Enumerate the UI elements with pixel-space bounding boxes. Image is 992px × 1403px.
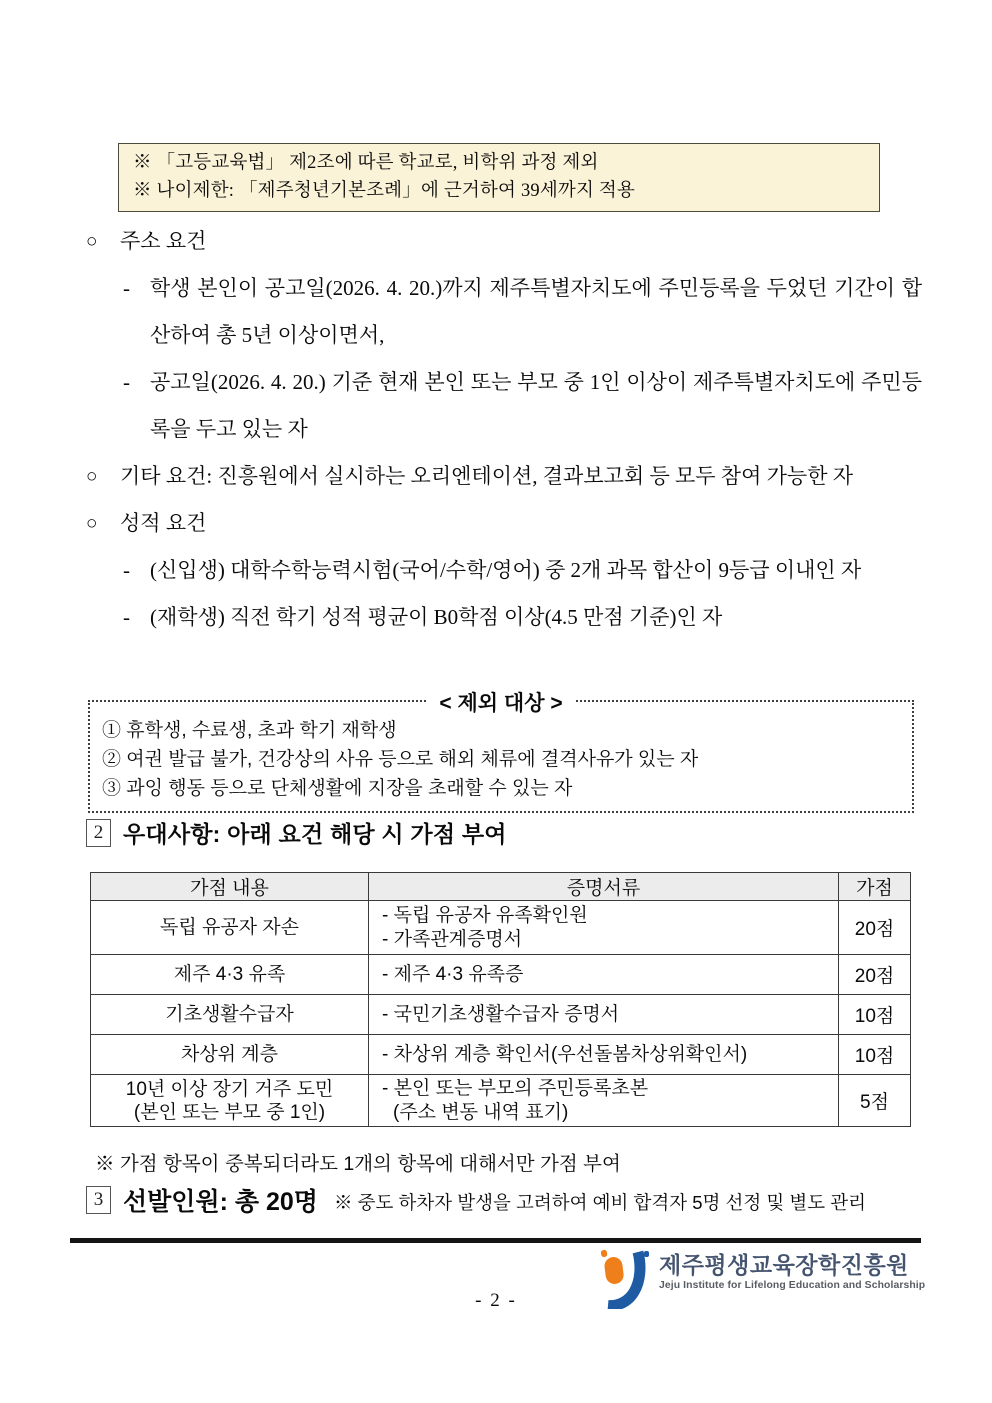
category-line: 10년 이상 장기 거주 도민 (125, 1078, 334, 1100)
section-title: 선발인원: 총 20명 (123, 1188, 318, 1216)
cell-category: 기초생활수급자 (91, 995, 369, 1035)
exclusion-box-title: < 제외 대상 > (427, 687, 574, 717)
section-heading-preference (86, 816, 507, 849)
exclusion-box (88, 692, 914, 813)
footer-divider (70, 1238, 921, 1243)
cell-documents (369, 995, 839, 1035)
cell-points: 20점 (839, 901, 911, 955)
column-header: 가점 (839, 873, 911, 901)
section-note: ※ 중도 하차자 발생을 고려하여 예비 합격자 5명 선정 및 별도 관리 (333, 1192, 867, 1213)
cell-category (91, 1075, 369, 1127)
list-item-text: 주소 요건 (120, 229, 207, 253)
exclusion-item (102, 716, 902, 745)
notice-line: ※ 나이제한: 「제주청년기본조례」에 근거하여 39세까지 적용 (133, 181, 636, 201)
doc-line: - 독립 유공자 유족확인원 (382, 904, 588, 926)
exclusion-item-text: 휴학생, 수료생, 초과 학기 재학생 (126, 720, 397, 741)
cell-documents (369, 1075, 839, 1127)
cell-points: 5점 (839, 1075, 911, 1127)
list-item-text: 공고일(2026. 4. 20.) 기준 현재 본인 또는 부모 중 1인 이상이 제주특별자치도에 주민등록을 두고 있는 자 (150, 370, 922, 441)
requirements-list (86, 218, 922, 641)
cell-category: 차상위 계층 (91, 1035, 369, 1075)
page-number: - 2 - (475, 1290, 517, 1311)
doc-line: - 본인 또는 부모의 주민등록초본 (382, 1077, 649, 1099)
list-item (86, 218, 922, 265)
logo-mark-icon (598, 1247, 652, 1309)
cell-documents (369, 1035, 839, 1075)
cell-points: 20점 (839, 955, 911, 995)
list-item-text: (신입생) 대학수학능력시험(국어/수학/영어) 중 2개 과목 합산이 9등급 이내인 자 (150, 558, 862, 582)
dash-bullet: - (123, 605, 130, 629)
organization-logo (598, 1247, 925, 1309)
logo-english-name: Jeju Institute for Lifelong Education and Scholarship (659, 1280, 926, 1291)
list-item (86, 500, 922, 547)
list-item (86, 453, 922, 500)
list-subitem (120, 547, 922, 594)
exclusion-item (102, 745, 902, 774)
notice-box (118, 143, 880, 212)
list-item-text: 성적 요건 (120, 511, 207, 535)
cell-documents (369, 901, 839, 955)
exclusion-item-text: 과잉 행동 등으로 단체생활에 지장을 초래할 수 있는 자 (126, 778, 573, 799)
table-row (91, 901, 911, 955)
section-heading-selection (86, 1182, 866, 1218)
exclusion-item-text: 여권 발급 불가, 건강상의 사유 등으로 해외 체류에 결격사유가 있는 자 (126, 749, 699, 770)
table-row (91, 995, 911, 1035)
circled-number: ② (102, 749, 122, 770)
list-item-text: 기타 요건: 진흥원에서 실시하는 오리엔테이션, 결과보고회 등 모두 참여 가능한 자 (120, 464, 854, 488)
list-subitem (120, 359, 922, 453)
table-header-row (91, 873, 911, 901)
doc-line: - 제주 4·3 유족증 (382, 963, 524, 985)
circled-number: ③ (102, 778, 122, 799)
logo-text (659, 1252, 925, 1291)
circled-number: ① (102, 720, 122, 741)
circle-bullet: ○ (86, 513, 98, 534)
doc-line: - 가족관계증명서 (382, 928, 523, 950)
circle-bullet: ○ (86, 231, 98, 252)
doc-line: - 차상위 계층 확인서(우선돌봄차상위확인서) (382, 1043, 748, 1065)
dash-bullet: - (123, 558, 130, 582)
notice-line: ※ 「고등교육법」 제2조에 따른 학교로, 비학위 과정 제외 (133, 153, 599, 173)
circle-bullet: ○ (86, 466, 98, 487)
doc-line: (주소 변동 내역 표기) (393, 1101, 569, 1123)
table-footnote: ※ 가점 항목이 중복되더라도 1개의 항목에 대해서만 가점 부여 (95, 1153, 621, 1175)
exclusion-item (102, 774, 902, 803)
bonus-points-table (90, 872, 911, 1127)
cell-category: 독립 유공자 자손 (91, 901, 369, 955)
list-subitem (120, 594, 922, 641)
table-row (91, 955, 911, 995)
dash-bullet: - (123, 370, 130, 394)
cell-documents (369, 955, 839, 995)
dash-bullet: - (123, 276, 130, 300)
doc-line: - 국민기초생활수급자 증명서 (382, 1003, 620, 1025)
section-title: 우대사항: 아래 요건 해당 시 가점 부여 (123, 821, 507, 847)
table-row (91, 1075, 911, 1127)
list-item-text: (재학생) 직전 학기 성적 평균이 B0학점 이상(4.5 만점 기준)인 자 (150, 605, 723, 629)
section-number-box: 2 (86, 819, 111, 847)
cell-points: 10점 (839, 995, 911, 1035)
table-row (91, 1035, 911, 1075)
category-line: (본인 또는 부모 중 1인) (133, 1101, 326, 1123)
list-subitem (120, 265, 922, 359)
cell-points: 10점 (839, 1035, 911, 1075)
column-header: 가점 내용 (91, 873, 369, 901)
column-header: 증명서류 (369, 873, 839, 901)
logo-korean-name: 제주평생교육장학진흥원 (659, 1252, 909, 1278)
cell-category: 제주 4·3 유족 (91, 955, 369, 995)
list-item-text: 학생 본인이 공고일(2026. 4. 20.)까지 제주특별자치도에 주민등록을 두었던 기간이 합산하여 총 5년 이상이면서, (150, 276, 922, 347)
section-number-box: 3 (86, 1186, 111, 1214)
